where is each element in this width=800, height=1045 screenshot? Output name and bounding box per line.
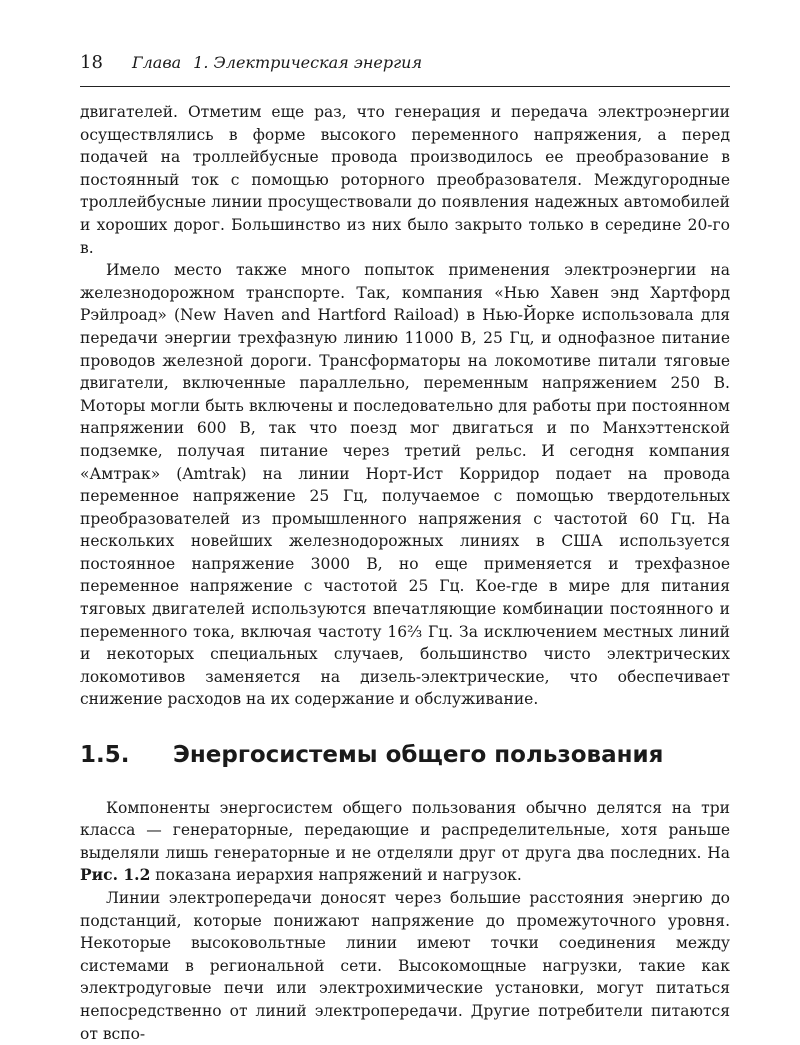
figure-reference: Рис. 1.2 (80, 865, 151, 885)
chapter-name: 1. Электрическая энергия (193, 53, 423, 72)
book-page (80, 52, 730, 1045)
running-header (80, 52, 730, 87)
section-title: Энергосистемы общего пользования (173, 742, 664, 769)
paragraph-components (80, 797, 730, 887)
paragraph-transmission: Линии электропередачи доносят через большие расстояния энергию до подстанций, которые понижают напряжение до промежуточного уровня. Некоторые высоковольтные линии имеют точки соединения между системами в региональной сети. Высокомощные нагрузки, такие как электродуговые печи или электрохимические установки, могут питаться непосредственно от линий электропередачи. Другие потребители питаются от вспо- (80, 889, 730, 1043)
page-number: 18 (80, 52, 103, 73)
paragraph-components-text-2: показана иерархия напряжений и нагрузок. (150, 866, 522, 885)
section-number: 1.5. (80, 742, 130, 769)
chapter-title (132, 53, 422, 72)
body-text (80, 101, 730, 1045)
paragraph-continued: двигателей. Отметим еще раз, что генерация и передача электроэнергии осуществлялись в форме высокого переменного напряжения, а перед подачей на троллейбусные провода производилось ее преобразование в постоянный ток с помощью роторного преобразователя. Междугородные троллейбусные линии просуществовали до появления надежных автомобилей и хороших дорог. Большинство из них было закрыто только в середине 20-го в. (80, 103, 730, 257)
paragraph-railways: Имело место также много попыток применения электроэнергии на железнодорожном транспорте. Так, компания «Нью Хавен энд Хартфорд Рэйлроад» (New Haven and Hartford Raiload) в Нью-Йорке использовала для передачи энергии трехфазную линию 11000 В, 25 Гц, и однофазное питание проводов железной дороги. Трансформаторы на локомотиве питали тяговые двигатели, включенные параллельно, переменным напряжением 250 В. Моторы могли быть включены и последовательно для работы при постоянном напряжении 600 В, так что поезд мог двигаться и по Манхэттенской подземке, получая питание через третий рельс. И сегодня компания «Амтрак» (Amtrak) на линии Норт-Ист Корридор подает на провода переменное напряжение 25 Гц, получаемое с помощью твердотельных преобразователей из промышленного напряжения с частотой 60 Гц. На нескольких новейших железнодорожных линиях в США используется постоянное напряжение 3000 В, но еще применяется и трехфазное переменное напряжение с частотой 25 Гц. Кое-где в мире для питания тяговых двигателей используются впечатляющие комбинации постоянного и переменного тока, включая частоту 16⅔ Гц. За исключением местных линий и некоторых специальных случаев, большинство чисто электрических локомотивов заменяется на дизель-электрические, что обеспечивает снижение расходов на их содержание и обслуживание. (80, 261, 730, 709)
chapter-word: Глава (132, 53, 182, 72)
paragraph-components-text-1: Компоненты энергосистем общего пользования обычно делятся на три класса — генераторные, передающие и распределительные, хотя раньше выделяли лишь генераторные и не отделяли друг от друга два последних. На (80, 798, 730, 862)
section-heading (80, 744, 730, 767)
